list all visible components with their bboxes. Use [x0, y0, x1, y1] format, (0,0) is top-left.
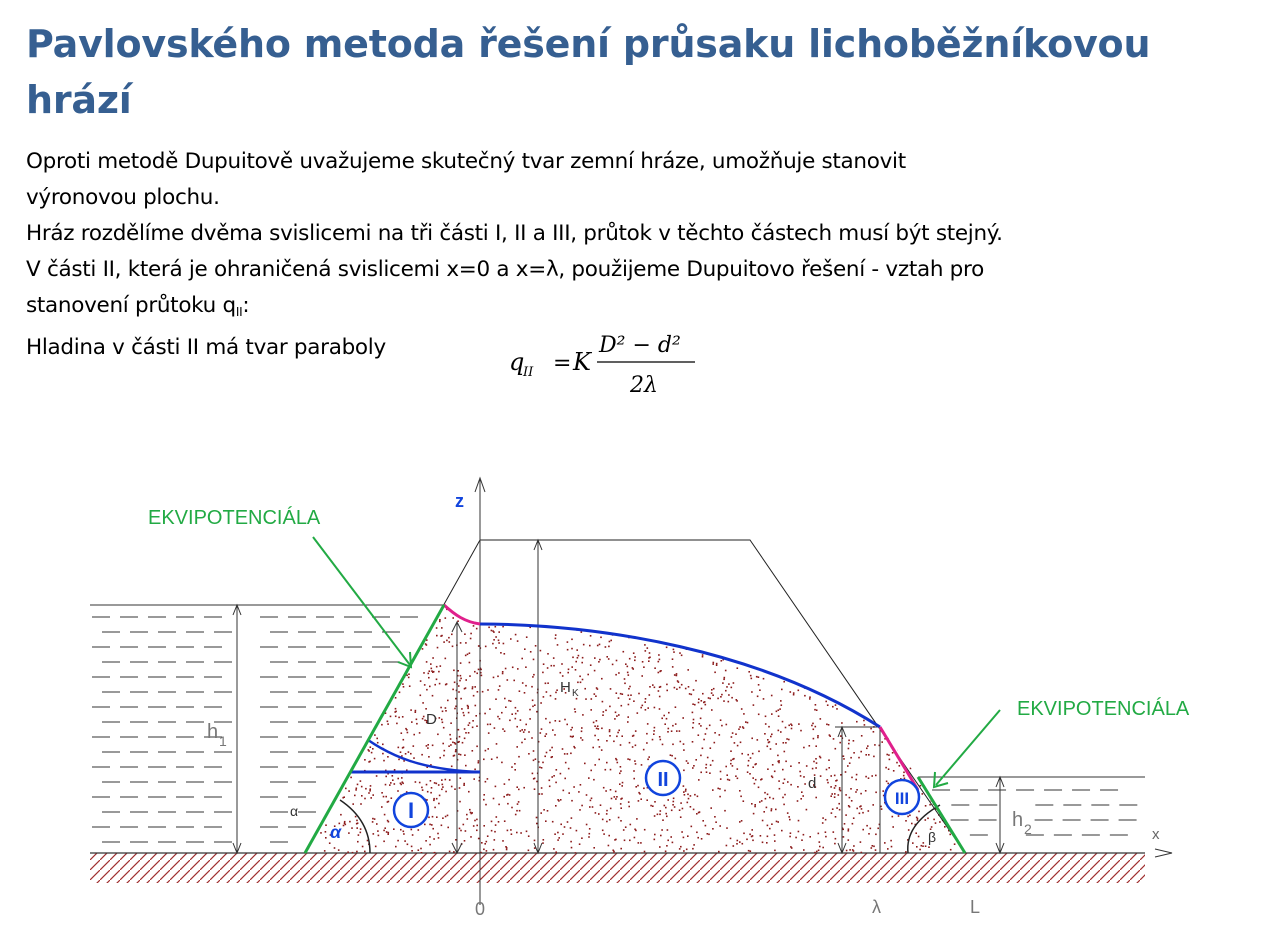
formula-K: K — [573, 348, 591, 376]
alpha-label: α — [290, 803, 299, 819]
tick-L: L — [970, 897, 981, 917]
zone-I-label: I — [407, 798, 415, 823]
ground-hatch — [90, 853, 1145, 883]
formula-numerator: D² − d² — [599, 333, 681, 358]
zone-II-marker — [646, 761, 680, 795]
formula-equals: = — [553, 351, 572, 376]
formula-q: q — [509, 348, 525, 376]
formula-q-subscript: II — [523, 365, 534, 380]
d-label: d — [808, 775, 817, 792]
paragraph-4-subscript: II — [235, 305, 243, 319]
HK-label: H — [560, 679, 571, 696]
paragraph-3: V části II, která je ohraničená svislicemi x=0 a x=λ, použijeme Dupuitovo řešení - vztah pro — [26, 257, 984, 282]
alpha-blue-label: α — [330, 822, 342, 842]
phreatic-line — [480, 624, 880, 727]
zone-II-label: II — [657, 769, 669, 791]
alpha-arc — [340, 800, 370, 853]
zone-III-marker — [885, 780, 919, 814]
paragraph-5: Hladina v části II má tvar paraboly — [26, 335, 386, 360]
slide-title: Pavlovského metoda řešení průsaku lichoběžníkovou hrází — [26, 22, 1151, 122]
downstream-water-dashes — [932, 790, 1137, 835]
z-axis-label: z — [455, 491, 464, 511]
ekvipotenciala-right-label: EKVIPOTENCIÁLA — [1017, 698, 1190, 720]
paragraph-1: Oproti metodě Dupuitově uvažujeme skutečný tvar zemní hráze, umožňuje stanovit — [26, 149, 906, 174]
h2-subscript: 2 — [1024, 821, 1032, 837]
left-label-pointer — [313, 537, 410, 665]
x-axis-arrow — [1155, 849, 1172, 857]
right-label-pointer — [936, 710, 1000, 785]
paragraph-1b: výronovou plochu. — [26, 185, 220, 210]
zone-I-marker — [394, 793, 428, 827]
flow-formula — [505, 322, 705, 400]
beta-label: β — [928, 829, 937, 845]
ekvipotenciala-left-label: EKVIPOTENCIÁLA — [148, 507, 321, 529]
paragraph-4-suffix: : — [242, 293, 250, 318]
paragraph-4-prefix: stanovení průtoku q — [26, 293, 236, 318]
h2-label: h — [1012, 809, 1024, 831]
h1-label: h — [207, 721, 219, 743]
h1-subscript: 1 — [219, 733, 227, 749]
paragraph-2: Hráz rozdělíme dvěma svislicemi na tři části I, II a III, průtok v těchto částech musí být stejný. — [26, 221, 1003, 246]
formula-denominator: 2λ — [630, 373, 658, 398]
D-label: D — [426, 711, 437, 728]
dam-seepage-diagram — [0, 470, 1276, 936]
zone-III-label: III — [894, 789, 910, 808]
tick-lambda: λ — [872, 897, 881, 917]
upstream-water-dashes — [92, 617, 418, 842]
tick-0: 0 — [475, 899, 486, 919]
upstream-seepage-face — [444, 605, 480, 624]
x-axis-label: x — [1152, 826, 1160, 843]
HK-subscript: K — [572, 688, 579, 699]
zone-I-streamline — [368, 740, 480, 772]
